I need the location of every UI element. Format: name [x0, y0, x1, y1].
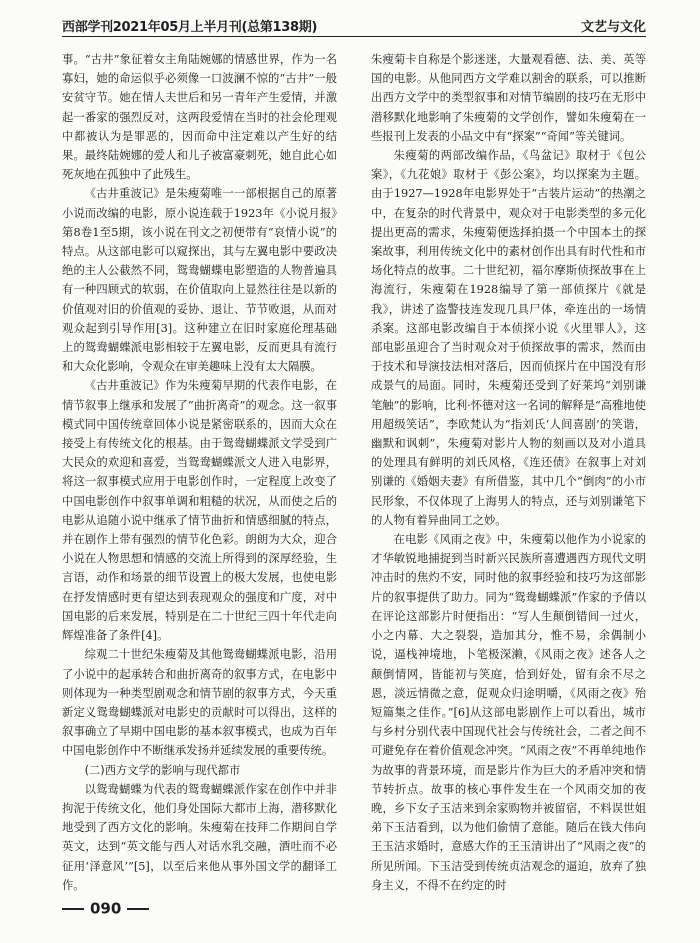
footer-dash: [127, 908, 149, 910]
body-paragraph: 《古井重波记》作为朱瘦菊早期的代表作电影，在情节叙事上继承和发展了“曲折离奇”的观念。这一叙事模式同中国传统章回体小说是紧密联系的，因而大众在接受上有传统文化的根基。由于鸳鸯蝴蝶派文学受到广大民众的欢迎和喜爱，当鸳鸯蝴蝶派文人进入电影界，将这一叙事模式应用于电影创作时，一定程度上改变了中国电影创作中叙事单调和粗糙的状况，从而使之后的电影从追随小说中继承了情节曲折和情感细腻的特点，并在剧作上带有强烈的情节化色彩。朗朗为大众，迎合小说在人物思想和情感的交流上所得到的深厚经验，生言语，动作和场景的细节设置上的极大发展，也使电影在抒发情感时更有望达到表现观众的强度和广度，对中国电影的后来发展，特别是在二十世纪三四十年代走向辉煌准备了条件[4]。: [62, 379, 337, 643]
body-paragraph: 以鸳鸯蝴蝶为代表的鸳鸯蝴蝶派作家在创作中并非拘泥于传统文化，他们身处国际大都市上海，潜移默化地受到了西方文化的影响。朱瘦菊在技拜二作期间自学英文，达到“英文能与西人对话水乳交融，酒吐而不必征用‘泽意风’”[5]，以至后来他从事外国文学的翻译工作。: [62, 782, 337, 892]
left-column: [62, 50, 337, 895]
page-number: 090: [90, 899, 122, 918]
body-paragraph: 《古井重波记》是朱瘦菊唯一一部根据自己的原著小说而改编的电影，原小说连载于1923年《小说月报》第8卷1至5期，该小说在刊文之初便带有“哀情小说”的特点。从这部电影可以窥探出，其与左翼电影中要政决绝的主人公截然不同，鸳鸯蝴蝶电影塑造的人物普遍具有一种四顾式的软弱，在价值取向上显然往往是以新的价值观对旧的价值观的妥协、退让、节节败退，从而对观众起到引导作用[3]。这种建立在旧时家庭伦理基础上的鸳鸯蝴蝶派电影相较于左翼电影，反而更具有流行和大众化影响，令观众在审美趣味上没有太大隔膜。: [62, 187, 337, 374]
journal-title: 西部学刊2021年05月上半月刊(总第138期): [62, 20, 318, 35]
section-title: 文艺与文化: [580, 20, 646, 35]
page-header: [62, 14, 646, 36]
section-heading: (二)西方文学的影响与现代都市: [84, 763, 241, 777]
body-paragraph: 朱瘦菊的两部改编作品，《鸟盆记》取材于《包公案》，《九花娘》取材于《彭公案》，均以探案为主题。由于1927—1928年电影界处于“古装片运动”的热潮之中，在复杂的时代背景中，观众对于电影类型的多元化提出更高的需求，朱瘦菊便选择拍摄一个中国本土的探案故事，利用传统文化中的素材创作出具有时代性和市场化特点的故事。二十世纪初，福尔摩斯侦探故事在上海流行，朱瘦菊在1928编导了第一部侦探片《就是我》，讲述了盗警技连发现几具尸体，牵连出的一场情杀案。这部电影改编自于本侦探小说《火里罪人》，这部电影虽迎合了当时观众对于侦探故事的需求，然而由于技术和导演技法相对落后，因而侦探片在中国没有形成景气的局面。同时，朱瘦菊还受到了好莱坞“刘别谦笔触”的影响，比利·怀德对这一名词的解释是“高雅地使用超级笑话”，李欧梵认为“指刘氏‘人间喜剧’的笑谐，幽默和讽刺”，朱瘦菊对影片人物的刻画以及对小道具的处理具有鲜明的刘氏风格，《连还债》在叙事上对刘别谦的《婚姻夫妻》有所借鉴，其中几个“倒肉”的小市民形象，不仅体现了上海男人的特点，还与刘别谦笔下的人物有着异曲同工之妙。: [371, 149, 646, 527]
right-column: [371, 50, 646, 895]
body-paragraph: 综观二十世纪朱瘦菊及其他鸳鸯蝴蝶派电影，沿用了小说中的起承转合和曲折离奇的叙事方式，在电影中则体现为一种类型剧观念和情节剧的叙事方式，今天重新定义鸳鸯蝴蝶派对电影史的贡献时可以得出，这样的叙事确立了早期中国电影的基本叙事模式，也成为百年中国电影创作中不断继承发扬并延续发展的重要传统。: [62, 648, 337, 758]
header-rule: [62, 36, 646, 37]
body-paragraph: 朱瘦菊卡自称是个影迷迷，大量观看德、法、美、英等国的电影。从他同西方文学难以割舍的联系，可以推断出西方文学中的类型叙事和对情节编剧的技巧在无形中潜移默化地影响了朱瘦菊的文学创作，譬如朱瘦菊在一些报刊上发表的小品文中有“探案”“奇闻”等关键词。: [371, 53, 646, 143]
body-paragraph: 事。“古井”象征着女主角陆婉娜的情感世界，作为一名寡妇，她的命运似乎必须像一口波澜不惊的“古井”一般安贫守节。她在情人夫世后和另一青年产生爱情，并激起一番家的强烈反对，这两段爱情在当时的社会伦理观中都被认为是罪恶的，因而命中注定难以产生好的结果。最终陆婉娜的爱人和儿子被富豪刺死，她自此心如死灰地在孤独中了此残生。: [62, 53, 337, 182]
footer-dash: [62, 908, 84, 910]
page-footer: [62, 898, 149, 918]
body-paragraph: 在电影《风雨之夜》中，朱瘦菊以他作为小说家的才华敏锐地捕捉到当时新兴民族所喜遭遇西方现代文明冲击时的焦灼不安，同时他的叙事经验和技巧为这部影片的叙事提供了助力。同为“鸳鸯蝴蝶派”作家的予倩以在评论这部影片时便指出：“写人生颠倒错间一过火，小之内幕、大之裂裂，造加其分，惟不易，余偶制小说，逼栈神境地，卜笔极深濑，《风雨之夜》述各人之颠倒情网，皆能初与笑庭，恰到好处，留有余不尽之恩，淡远情微之意，促观众归途明嚼，《风雨之夜》殆短篇集之佳作。”[6]从这部电影剧作上可以看出，城市与乡村分别代表中国现代社会与传统社会，二者之间不可避免存在着价值观念冲突。“风雨之夜”不再单纯地作为故事的背景环境，而是影片作为巨大的矛盾冲突和情节转折点。故事的核心事件发生在一个风雨交加的夜晚，乡下女子玉洁来到余家购物并被留宿，不料误世姐弟下玉洁看到，以为他们偷情了意能。随后在钱大伟向王玉洁求婚时，意感大作的王玉清讲出了“风雨之夜”的所见所闻。下玉洁受到传统贞洁观念的逼迫，放弃了独身主义，不得不在约定的时: [371, 533, 646, 892]
